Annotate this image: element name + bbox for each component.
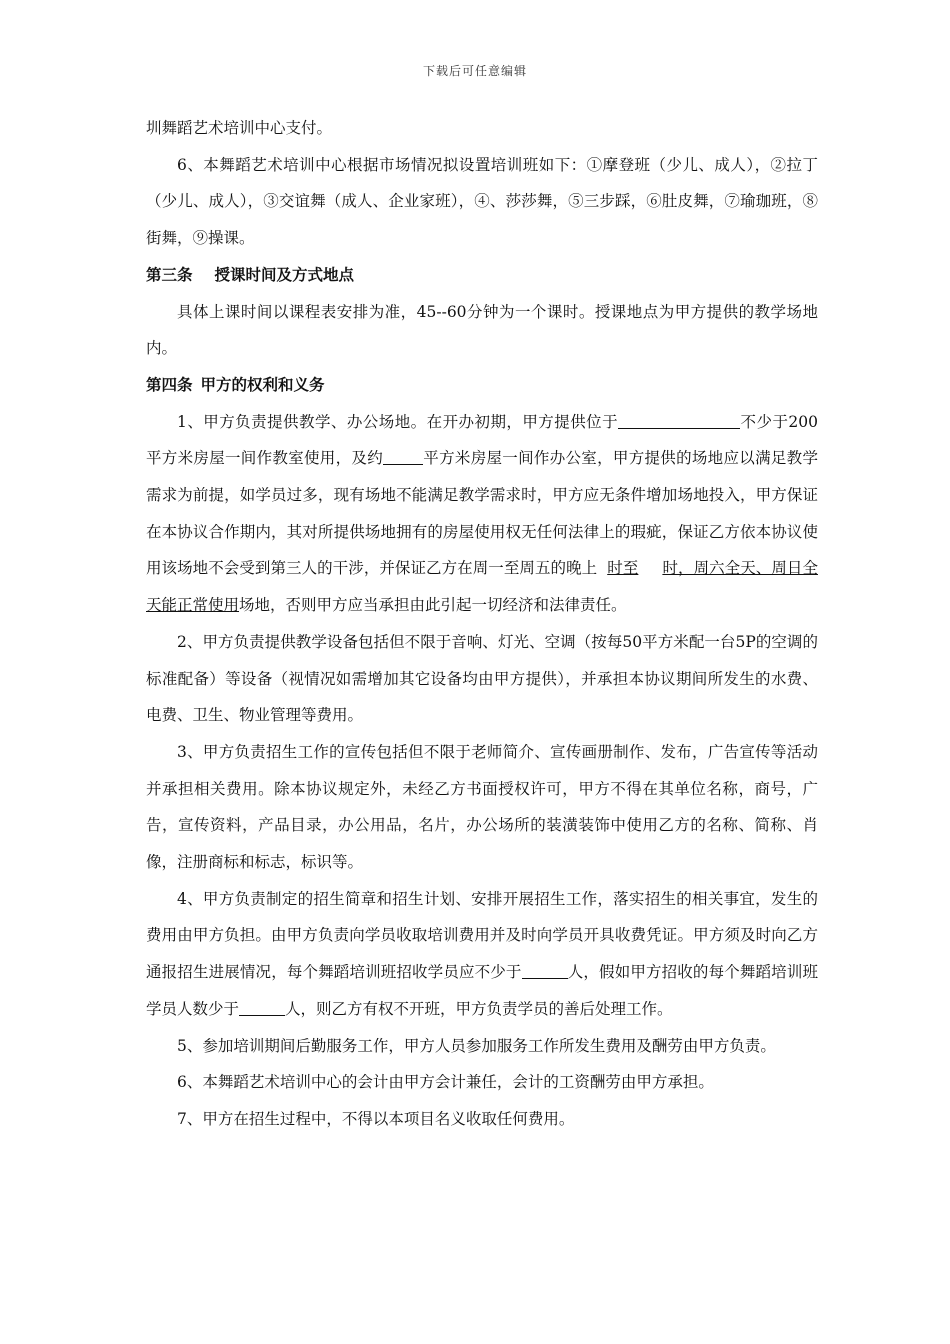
article-3-body: 具体上课时间以课程表安排为准，45--60分钟为一个课时。授课地点为甲方提供的教学场地内。 <box>146 302 818 358</box>
item-4-text-a: 4、甲方负责制定的招生简章和招生计划、安排开展招生工作，落实招生的相关事宜，发生的费用由甲方负担。由甲方负责向学员收取培训费用并及时向学员开具收费凭证。甲方须及时向乙方通报招生进展情况，每个舞蹈培训班招收学员应不少于 <box>146 889 818 982</box>
threshold-students-blank <box>239 999 285 1016</box>
article-4-heading <box>146 367 818 404</box>
item-4-text-c: 人，则乙方有权不开班，甲方负责学员的善后处理工作。 <box>285 999 673 1018</box>
office-area-blank <box>383 449 423 466</box>
paragraph-class-list: 6、本舞蹈艺术培训中心根据市场情况拟设置培训班如下：①摩登班（少儿、成人），②拉丁（少儿、成人），③交谊舞（成人、企业家班），④、莎莎舞，⑤三步踩，⑥肚皮舞，⑦瑜珈班，⑧街舞，⑨操课。 <box>146 155 818 248</box>
item-1-text-f: 场地，否则甲方应当承担由此引起一切经济和法律责任。 <box>239 596 627 615</box>
item-1-text-c: 平方米房屋一间作办公室，甲方提供的场地应以满足教学需求为前提，如学员过多，现有场地不能满足教学需求时，甲方应无条件增加场地投入，甲方保证在本协议合作期内，其对所提供场地拥有的房屋使用权无任何法律上的瑕疵，保证乙方依本协议使用该场地不会受到第三人的干涉，并保证乙方在周一至周五的晚上 <box>146 449 818 578</box>
item-1-text-a: 1、甲方负责提供教学、办公场地。在开办初期，甲方提供位于 <box>177 412 619 431</box>
location-blank <box>618 412 740 429</box>
article-3-heading <box>146 257 818 294</box>
item-1-text-b: 不少于200平方米房屋一间作教室使用，及约 <box>146 412 818 468</box>
item-1-weekend: 时，周六全天、周日全天能正常使用 <box>146 559 818 615</box>
article-4-item-3: 3、甲方负责招生工作的宣传包括但不限于老师简介、宣传画册制作、发布，广告宣传等活动并承担相关费用。除本协议规定外，未经乙方书面授权许可，甲方不得在其单位名称，商号，广告，宣传资料，产品目录，办公用品，名片，办公场所的装潢装饰中使用乙方的名称、简称、肖像，注册商标和标志，标识等。 <box>146 742 818 872</box>
article-4-number: 第四条 <box>146 375 193 394</box>
article-3-number: 第三条 <box>146 265 193 284</box>
min-students-blank <box>522 963 568 980</box>
article-4-item-4 <box>146 881 818 1028</box>
article-4-item-7: 7、甲方在招生过程中，不得以本项目名义收取任何费用。 <box>177 1109 575 1128</box>
article-4-item-6: 6、本舞蹈艺术培训中心的会计由甲方会计兼任，会计的工资酬劳由甲方承担。 <box>177 1073 714 1092</box>
article-4-item-2: 2、甲方负责提供教学设备包括但不限于音响、灯光、空调（按每50平方米配一台5P的空调的标准配备）等设备（视情况如需增加其它设备均由甲方提供），并承担本协议期间所发生的水费、电费、卫生、物业管理等费用。 <box>146 632 818 725</box>
article-4-item-1 <box>146 404 818 624</box>
article-3-title: 授课时间及方式地点 <box>214 265 355 284</box>
paragraph-continuation: 圳舞蹈艺术培训中心支付。 <box>146 119 333 137</box>
item-1-time-to: 时至 <box>607 559 639 578</box>
document-body <box>146 110 818 1138</box>
article-4-title: 甲方的权利和义务 <box>200 375 325 394</box>
article-4-item-5: 5、参加培训期间后勤服务工作，甲方人员参加服务工作所发生费用及酬劳由甲方负责。 <box>177 1036 776 1055</box>
item-4-text-b: 人，假如甲方招收的每个舞蹈培训班学员人数少于 <box>146 963 818 1018</box>
page-header: 下载后可任意编辑 <box>422 64 527 78</box>
